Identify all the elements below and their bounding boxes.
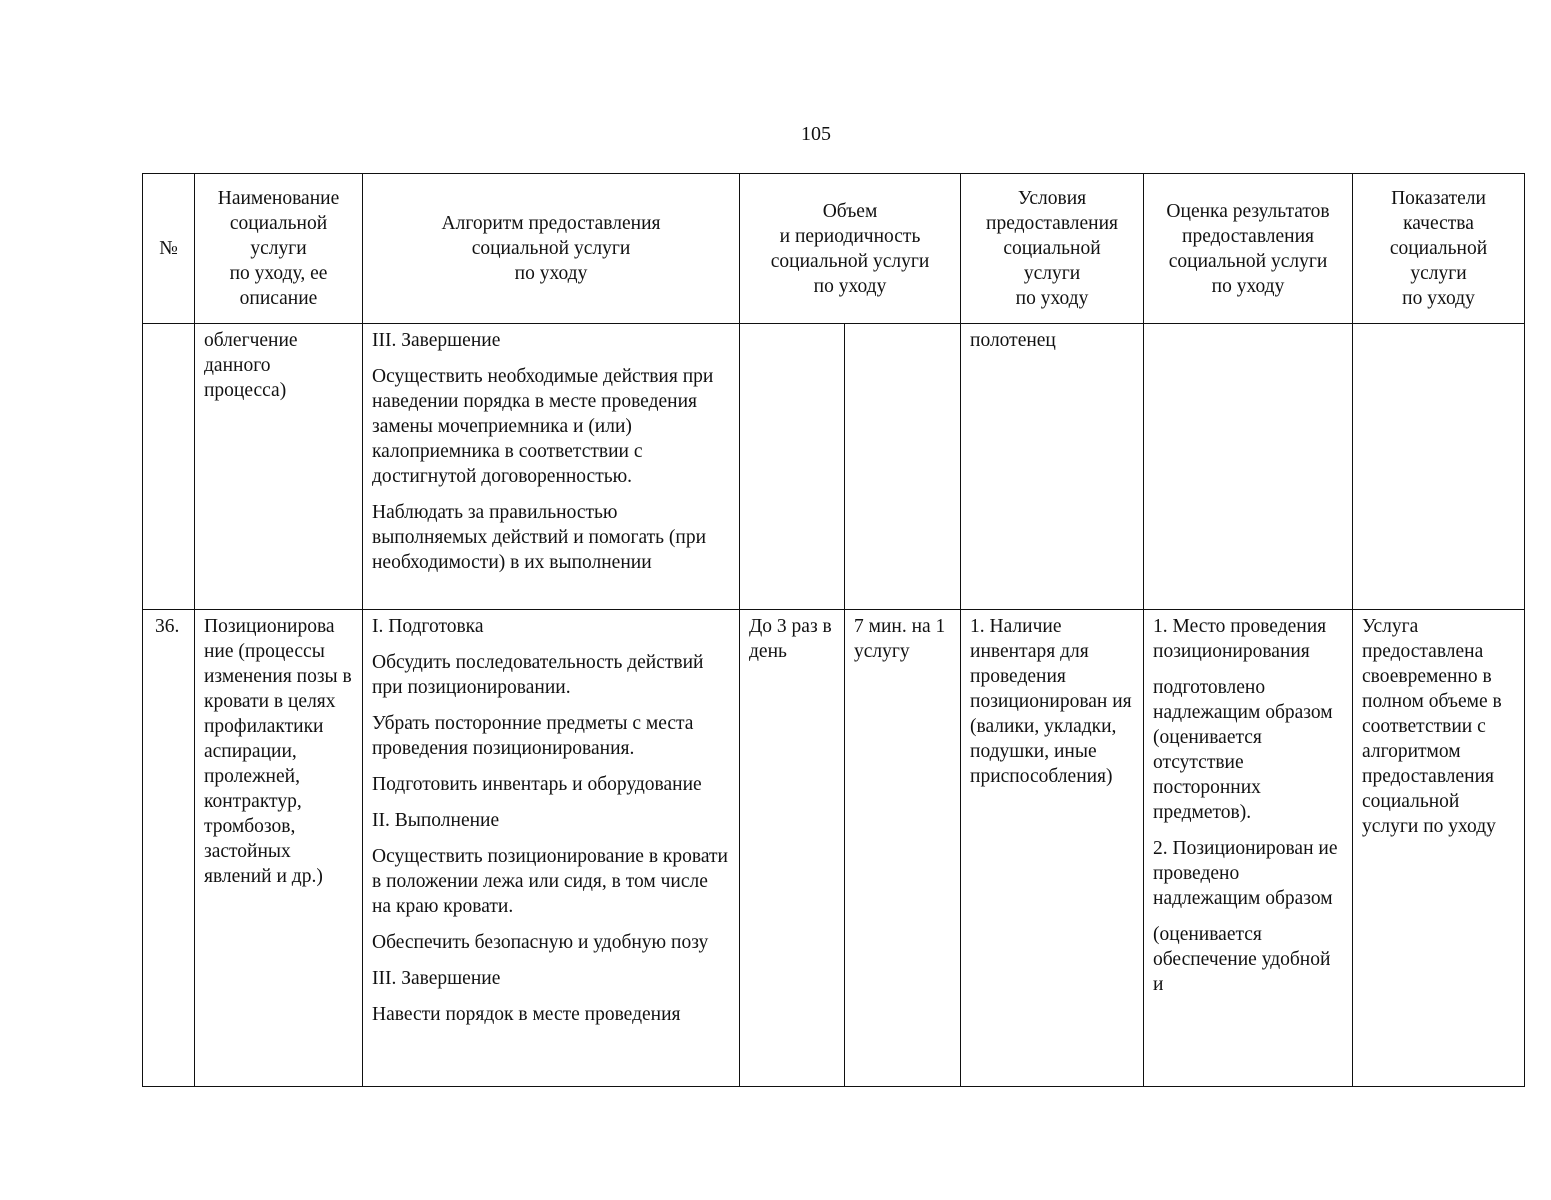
page-number: 105 — [801, 123, 831, 145]
algorithm-step: Осуществить необходимые действия при наведении порядка в месте проведения замены мочеприемника и (или) калоприемника в соответствии с достигнутой договоренностью. — [372, 366, 714, 487]
algorithm-step: III. Завершение — [372, 968, 501, 989]
algorithm-cell — [363, 610, 740, 1087]
row-number — [143, 324, 195, 610]
algorithm-step: II. Выполнение — [372, 810, 500, 831]
row-number: 36. — [143, 610, 195, 1087]
algorithm-step: Обсудить последовательность действий при позиционировании. — [372, 652, 704, 698]
algorithm-step: Наблюдать за правильностью выполняемых действий и помогать (при необходимости) в их выполнении — [372, 502, 707, 573]
conditions-cell: полотенец — [961, 324, 1144, 610]
quality-cell: Услуга предоставлена своевременно в полном объеме в соответствии с алгоритмом предоставления социальной услуги по уходу — [1353, 610, 1525, 1087]
table-row — [143, 324, 1525, 610]
volume-frequency-cell: До 3 раз в день — [740, 610, 845, 1087]
header-quality: Показатели качества социальной услуги по уходу — [1353, 174, 1525, 324]
header-volume: Объем и периодичность социальной услуги по уходу — [740, 174, 961, 324]
quality-cell — [1353, 324, 1525, 610]
algorithm-cell — [363, 324, 740, 610]
algorithm-step: Обеспечить безопасную и удобную позу — [372, 932, 709, 953]
header-number: № — [143, 174, 195, 324]
evaluation-item: (оценивается обеспечение удобной и — [1153, 924, 1331, 995]
service-name-cell: облегчение данного процесса) — [195, 324, 363, 610]
algorithm-step: Осуществить позиционирование в кровати в положении лежа или сидя, в том числе на краю кровати. — [372, 846, 728, 917]
algorithm-step: Убрать посторонние предметы с места проведения позиционирования. — [372, 713, 694, 759]
evaluation-cell — [1144, 610, 1353, 1087]
conditions-cell: 1. Наличие инвентаря для проведения позиционирован ия (валики, укладки, подушки, иные приспособления) — [961, 610, 1144, 1087]
algorithm-step: III. Завершение — [372, 330, 501, 351]
services-table — [142, 173, 1525, 1087]
table-header-row — [143, 174, 1525, 324]
volume-time-cell — [845, 324, 961, 610]
algorithm-step: Навести порядок в месте проведения — [372, 1004, 681, 1025]
evaluation-item: подготовлено надлежащим образом (оценивается отсутствие посторонних предметов). — [1153, 677, 1333, 823]
header-service-name: Наименование социальной услуги по уходу, ее описание — [195, 174, 363, 324]
header-algorithm: Алгоритм предоставления социальной услуги по уходу — [363, 174, 740, 324]
header-evaluation: Оценка результатов предоставления социальной услуги по уходу — [1144, 174, 1353, 324]
table-row — [143, 610, 1525, 1087]
header-conditions: Условия предоставления социальной услуги по уходу — [961, 174, 1144, 324]
algorithm-step: I. Подготовка — [372, 616, 484, 637]
evaluation-item: 2. Позиционирован ие проведено надлежащим образом — [1153, 838, 1338, 909]
volume-time-cell: 7 мин. на 1 услугу — [845, 610, 961, 1087]
evaluation-item: 1. Место проведения позиционирования — [1153, 616, 1327, 662]
service-name-cell: Позиционирова ние (процессы изменения позы в кровати в целях профилактики аспирации, пролежней, контрактур, тромбозов, застойных явлений и др.) — [195, 610, 363, 1087]
volume-frequency-cell — [740, 324, 845, 610]
algorithm-step: Подготовить инвентарь и оборудование — [372, 774, 702, 795]
evaluation-cell — [1144, 324, 1353, 610]
